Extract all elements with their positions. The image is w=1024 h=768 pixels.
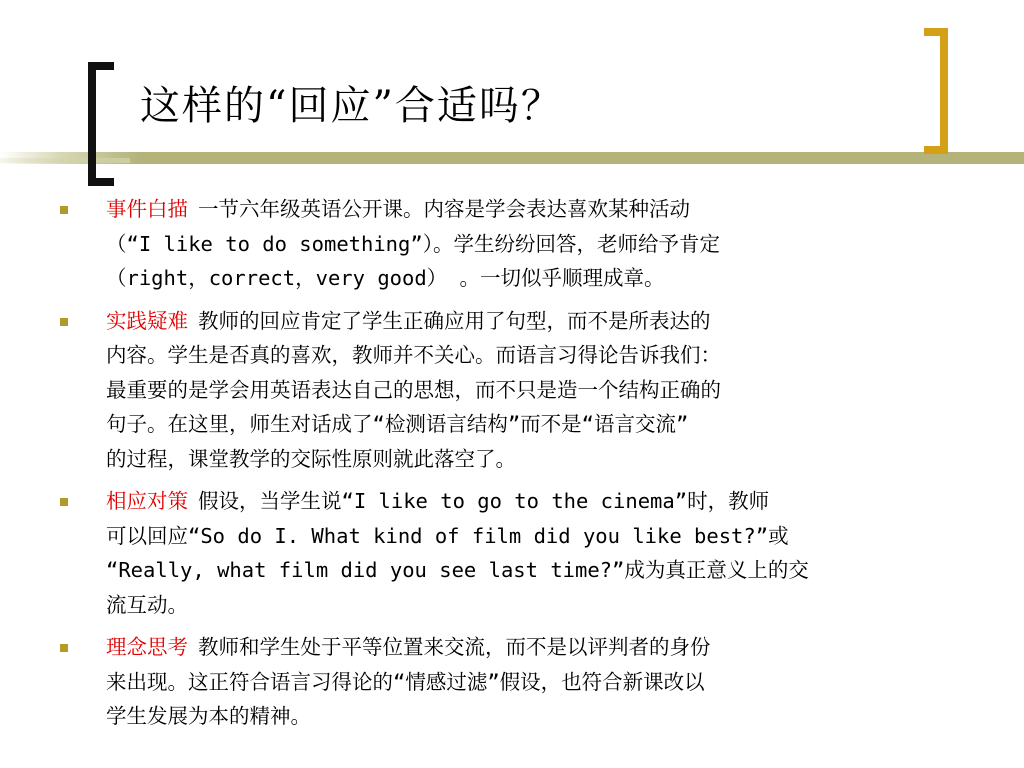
item-text: 学生发展为本的精神。	[106, 704, 311, 728]
item-text: “Really, what film did you see last time?”成为真正意义上的交	[106, 558, 809, 582]
item-text: 的过程，课堂教学的交际性原则就此落空了。	[106, 446, 516, 471]
bullet-item-event	[58, 192, 988, 296]
item-first-line	[106, 630, 988, 665]
item-first-line	[106, 484, 988, 519]
square-bullet-icon	[60, 498, 68, 506]
item-label: 事件白描	[106, 197, 188, 221]
item-label: 相应对策	[106, 489, 188, 513]
item-text: 句子。在这里，师生对话成了“检测语言结构”而不是“语言交流”	[106, 412, 689, 436]
item-text: （“I like to do something”）。学生纷纷回答，老师给予肯定	[106, 231, 720, 256]
item-text: 可以回应“So do I. What kind of film did you like best?”或	[106, 523, 789, 548]
left-bracket-top	[88, 62, 114, 70]
right-bracket-top	[924, 28, 948, 36]
title-underline	[0, 152, 1024, 164]
item-text: （right，correct，very good） 。一切似乎顺理成章。	[106, 266, 665, 290]
square-bullet-icon	[60, 644, 68, 652]
title-underline-fade	[0, 158, 130, 163]
square-bullet-icon	[60, 206, 68, 214]
item-label: 实践疑难	[106, 308, 188, 333]
item-text: 一节六年级英语公开课。内容是学会表达喜欢某种活动	[198, 197, 690, 221]
item-text: 流互动。	[106, 592, 188, 617]
item-first-line	[106, 304, 988, 339]
item-text: 教师和学生处于平等位置来交流，而不是以评判者的身份	[198, 635, 711, 659]
right-bracket-bottom	[924, 146, 948, 154]
item-text: 教师的回应肯定了学生正确应用了句型，而不是所表达的	[198, 308, 711, 333]
item-label: 理念思考	[106, 635, 188, 659]
slide-title: 这样的“回应”合适吗？	[140, 83, 563, 129]
item-text: 假设，当学生说“I like to go to the cinema”时，教师	[198, 489, 770, 513]
bullet-list	[58, 192, 988, 742]
bullet-item-reflection	[58, 630, 988, 734]
square-bullet-icon	[60, 318, 68, 326]
left-bracket-bottom	[88, 178, 114, 186]
left-bracket-vertical	[88, 62, 96, 186]
bullet-item-strategy	[58, 484, 988, 622]
bullet-item-difficulty	[58, 304, 988, 477]
item-first-line	[106, 192, 988, 227]
right-bracket-vertical	[940, 28, 948, 154]
item-text: 内容。学生是否真的喜欢，教师并不关心。而语言习得论告诉我们：	[106, 343, 721, 367]
item-text: 来出现。这正符合语言习得论的“情感过滤”假设，也符合新课改以	[106, 669, 705, 694]
item-text: 最重要的是学会用英语表达自己的思想，而不只是造一个结构正确的	[106, 377, 721, 402]
